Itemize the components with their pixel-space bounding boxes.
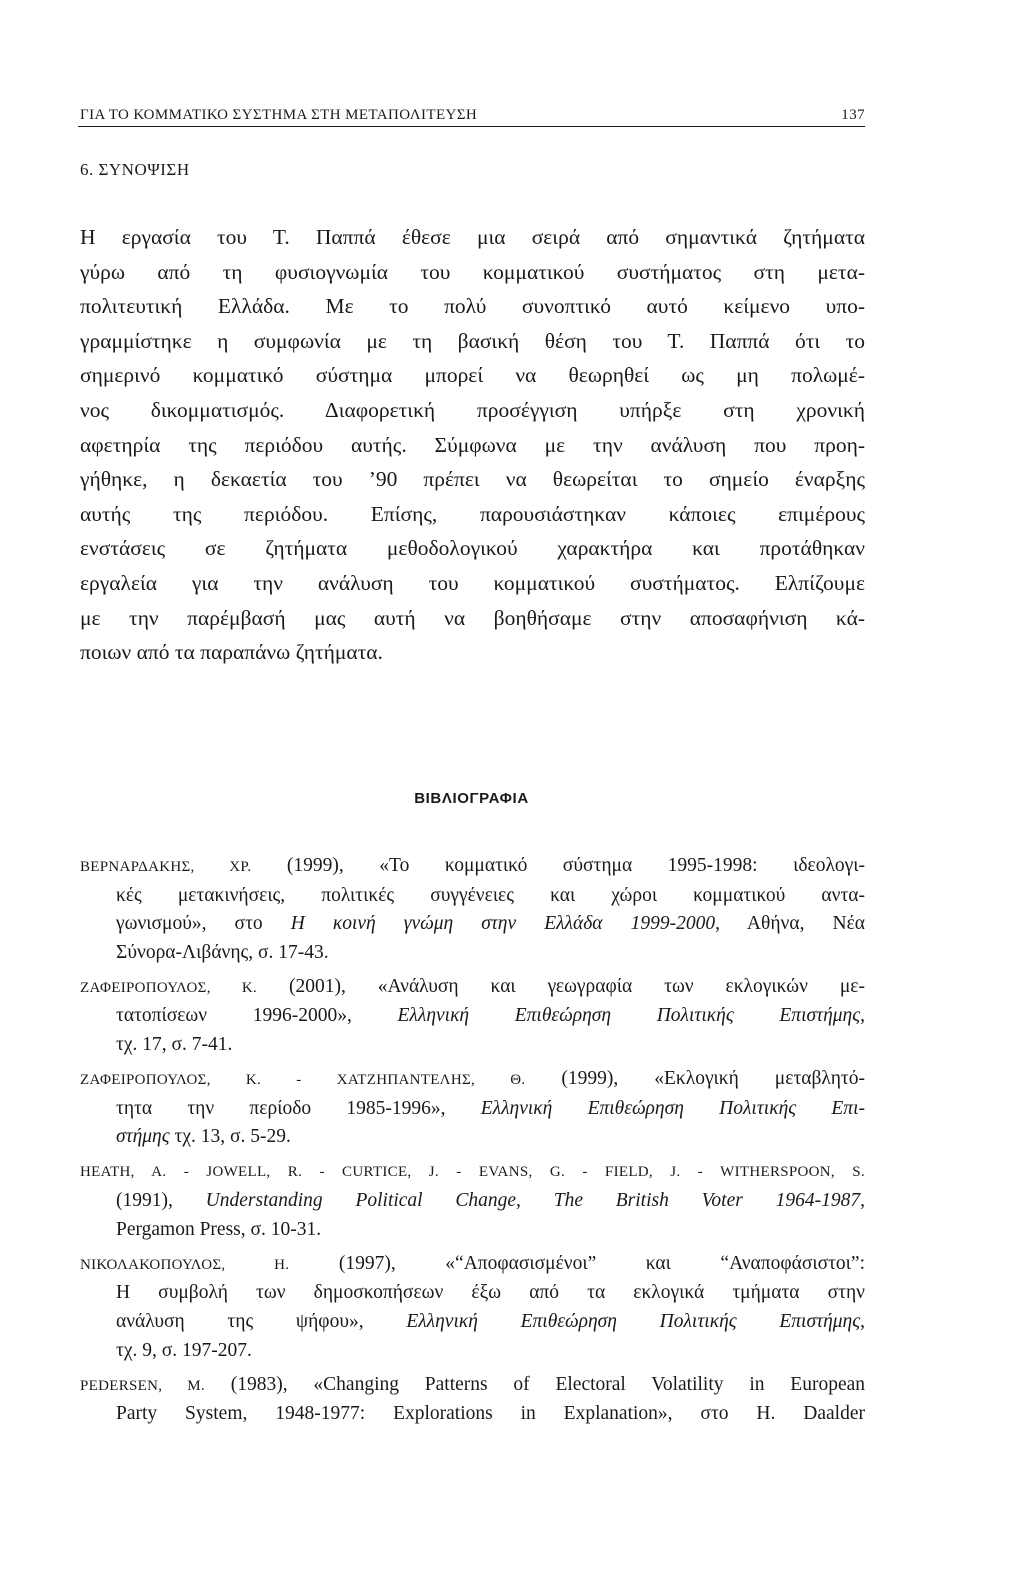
reference-author: HEATH, A. - JOWELL, R. - CURTICE, J. - EVANS, G. - FIELD, J. - WITHERSPOON, S. <box>80 1164 865 1181</box>
reference-text: τχ. 9, σ. 197-207. <box>116 1339 252 1361</box>
reference-entry <box>80 973 865 1060</box>
bibliography-heading: ΒΙΒΛΙΟΓΡΑΦΙΑ <box>414 790 529 807</box>
reference-entry <box>80 1371 865 1429</box>
reference-text: Pergamon Press, σ. 10-31. <box>116 1218 322 1240</box>
summary-line: ενστάσεις σε ζητήματα μεθοδολογικού χαρακτήρα και προτάθηκαν <box>80 536 865 561</box>
reference-text: Η συμβολή των δημοσκοπήσεων έξω από τα εκλογικά τμήματα στην <box>116 1282 865 1304</box>
reference-text: ανάλυση της ψήφου», <box>116 1310 407 1332</box>
reference-text: κές μετακινήσεις, πολιτικές συγγένειες και χώροι κομματικού αντα- <box>116 884 865 906</box>
reference-text: (2001), «Ανάλυση και γεωγραφία των εκλογικών με- <box>257 975 865 997</box>
reference-text: τχ. 13, σ. 5-29. <box>169 1126 291 1148</box>
reference-source-title: Ελληνική Επιθεώρηση Πολιτικής Επι- <box>480 1097 865 1119</box>
reference-source-title: Η κοινή γνώμη στην Ελλάδα 1999-2000 <box>290 913 716 935</box>
reference-source-title: στήμης <box>116 1126 170 1148</box>
reference-entry <box>80 1250 865 1365</box>
bibliography-list <box>80 852 865 1434</box>
reference-source-title: Ελληνική Επιθεώρηση Πολιτικής Επιστήμης <box>406 1310 861 1332</box>
reference-text: , <box>860 1005 866 1027</box>
summary-line: Η εργασία του Τ. Παππά έθεσε μια σειρά από σημαντικά ζητήματα <box>80 225 865 249</box>
running-header <box>78 104 865 127</box>
summary-line: πολιτευτική Ελλάδα. Με το πολύ συνοπτικό αυτό κείμενο υπο- <box>80 294 865 319</box>
reference-text: γωνισμού», στο <box>116 913 291 935</box>
reference-text: , <box>860 1310 865 1332</box>
reference-text: Party System, 1948-1977: Explorations in Explanation», στο H. Daalder <box>116 1403 865 1425</box>
summary-paragraph <box>80 220 865 670</box>
summary-line: με την παρέμβασή μας αυτή να βοηθήσαμε στην αποσαφήνιση κά- <box>80 605 865 630</box>
reference-text: τχ. 17, σ. 7-41. <box>116 1034 233 1056</box>
reference-author: ΖΑΦΕΙΡΟΠΟΥΛΟΣ, Κ. <box>80 979 258 996</box>
summary-line: νος δικομματισμός. Διαφορετική προσέγγιση υπήρξε στη χρονική <box>80 397 865 422</box>
reference-text: (1991), <box>116 1190 206 1212</box>
reference-author: ΒΕΡΝΑΡΔΑΚΗΣ, ΧΡ. <box>80 859 252 875</box>
summary-line: γήθηκε, η δεκαετία του ’90 πρέπει να θεωρείται το σημείο έναρξης <box>80 467 865 492</box>
reference-text: (1983), «Changing Patterns of Electoral Volatility in European <box>204 1373 865 1395</box>
summary-line: ποιων από τα παραπάνω ζητήματα. <box>80 640 383 665</box>
book-page <box>78 0 865 1576</box>
summary-line: εργαλεία για την ανάλυση του κομματικού συστήματος. Ελπίζουμε <box>80 570 865 595</box>
reference-entry <box>80 1065 865 1152</box>
reference-text: (1999), «Εκλογική μεταβλητό- <box>525 1068 865 1090</box>
reference-text: Σύνορα-Λιβάνης, σ. 17-43. <box>116 941 329 963</box>
summary-line: αφετηρία της περιόδου αυτής. Σύμφωνα με την ανάλυση που προη- <box>80 432 865 457</box>
reference-text: , <box>860 1190 865 1212</box>
reference-text: , Αθήνα, Νέα <box>715 913 865 935</box>
reference-author: ΝΙΚΟΛΑΚΟΠΟΥΛΟΣ, Η. <box>80 1256 290 1273</box>
reference-text: τητα την περίοδο 1985-1996», <box>116 1097 481 1119</box>
summary-line: γύρω από τη φυσιογνωμία του κομματικού συστήματος στη μετα- <box>80 259 865 284</box>
reference-author: ΖΑΦΕΙΡΟΠΟΥΛΟΣ, Κ. - ΧΑΤΖΗΠΑΝΤΕΛΗΣ, Θ. <box>80 1072 526 1089</box>
reference-source-title: Ελληνική Επιθεώρηση Πολιτικής Επιστήμης <box>397 1005 861 1027</box>
reference-text: (1999), «Το κομματικό σύστημα 1995-1998: ιδεολογι- <box>251 855 866 876</box>
summary-line: γραμμίστηκε η συμφωνία με τη βασική θέση του Τ. Παππά ότι το <box>80 328 865 353</box>
reference-entry <box>80 852 865 967</box>
reference-source-title: Understanding Political Change, The British Voter 1964-1987 <box>205 1190 861 1212</box>
running-title: ΓΙΑ ΤΟ ΚΟΜΜΑΤΙΚΟ ΣΥΣΤΗΜΑ ΣΤΗ ΜΕΤΑΠΟΛΙΤΕΥΣΗ <box>80 107 478 123</box>
section-heading: 6. ΣΥΝΟΨΙΣΗ <box>80 160 190 179</box>
reference-entry <box>80 1157 865 1244</box>
reference-text: (1997), «“Αποφασισμένοι” και “Αναποφάσιστοι”: <box>289 1252 866 1274</box>
reference-text: τατοπίσεων 1996-2000», <box>116 1005 398 1027</box>
summary-line: σημερινό κομματικό σύστημα μπορεί να θεωρηθεί ως μη πολωμέ- <box>80 363 865 388</box>
summary-line: αυτής της περιόδου. Επίσης, παρουσιάστηκαν κάποιες επιμέρους <box>80 501 865 526</box>
reference-author: PEDERSEN, M. <box>80 1377 205 1394</box>
page-number: 137 <box>841 107 865 123</box>
